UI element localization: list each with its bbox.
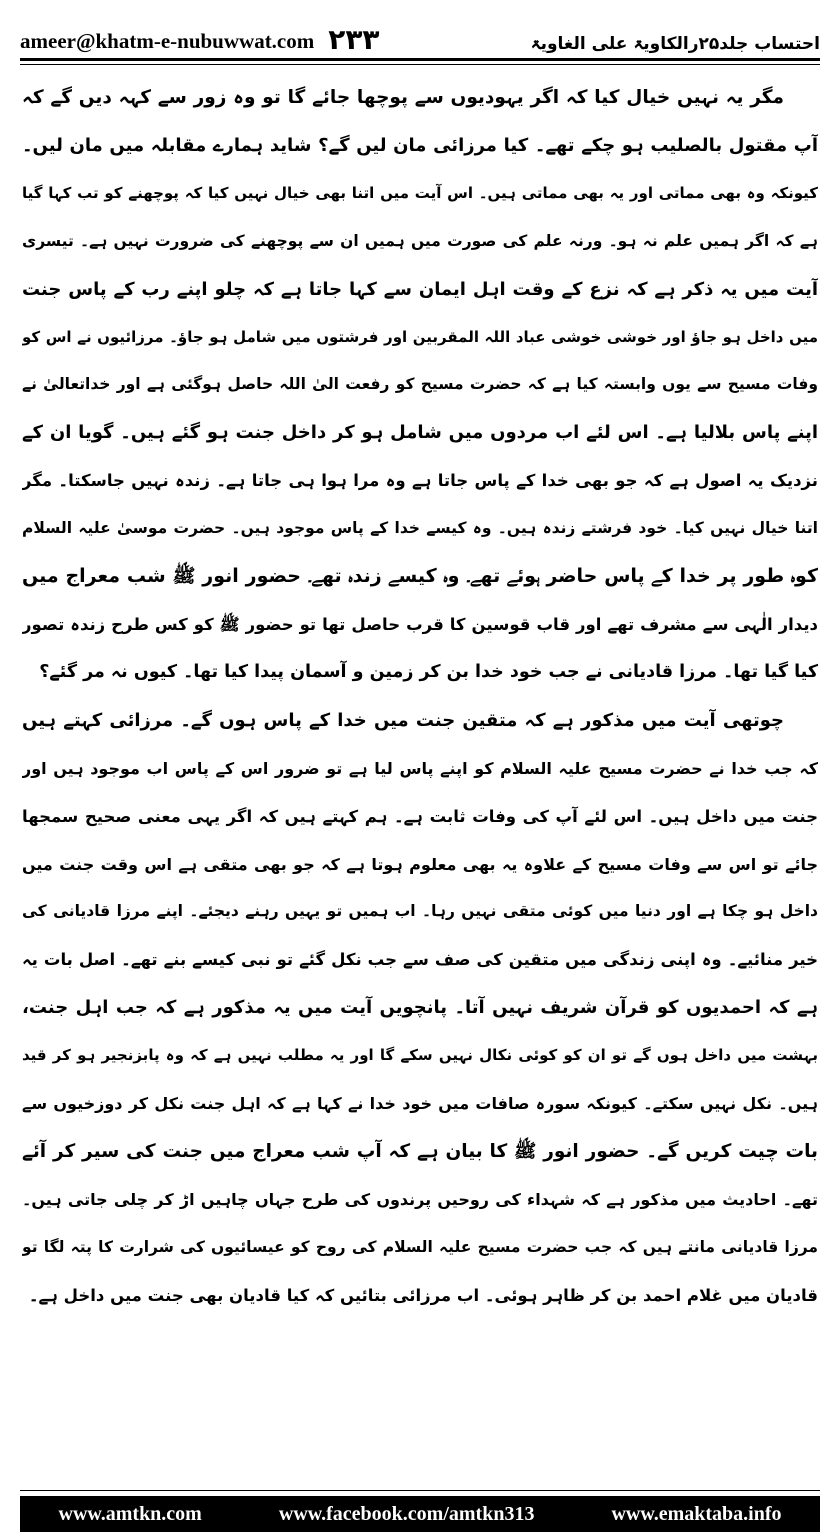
text-line: میں داخل ہو جاؤ اور خوشی خوشی عباد اللہ المقربین اور فرشتوں میں شامل ہو جاؤ۔ مرزائیوں نے اس کو — [22, 327, 818, 346]
text-line: جنت میں داخل ہیں۔ اس لئے آپ کی وفات ثابت ہے۔ ہم کہتے ہیں کہ اگر یہی معنی صحیح سمجھا — [22, 806, 818, 826]
text-line: ہے کہ اگر ہمیں علم نہ ہو۔ ورنہ علم کی صورت میں ہمیں ان سے پوچھنے کی ضرورت نہیں ہے۔ تیسری — [22, 231, 818, 250]
page-number: ۲۳۳ — [328, 23, 380, 56]
running-title: احتساب جلد۲۵رالکاویۃ علی الغاویۃ — [530, 34, 820, 54]
text-line: ہے کہ احمدیوں کو قرآن شریف نہیں آتا۔ پانچویں آیت میں یہ مذکور ہے کہ جب اہل جنت، — [22, 997, 818, 1019]
header-rule — [20, 58, 820, 65]
text-line: داخل ہو چکا ہے اور دنیا میں کوئی متقی نہیں رہا۔ اب ہمیں تو یہیں رہنے دیجئے۔ اپنے مرزا قادیانی کی — [22, 902, 818, 921]
text-line: بہشت میں داخل ہوں گے تو ان کو کوئی نکال نہیں سکے گا اور یہ مطلب نہیں ہے کہ وہ پابزنجیر ہو کر قید — [22, 1046, 818, 1065]
text-line: کیا گیا تھا۔ مرزا قادیانی نے جب خود خدا بن کر زمین و آسمان پیدا کیا تھا۔ کیوں نہ مر گئے؟ — [39, 661, 818, 682]
header-left — [20, 23, 380, 56]
text-line: وفات مسیح سے یوں وابستہ کیا ہے کہ حضرت مسیح کو رفعت الیٰ اللہ حاصل ہوگئی ہے اور خداتعالیٰ نے — [22, 375, 818, 394]
text-line: بات چیت کریں گے۔ حضور انور ﷺ کا بیان ہے کہ آپ شب معراج میں جنت کی سیر کر آئے — [22, 1140, 818, 1162]
text-line: کوہ طور پر خدا کے پاس حاضر ہوئے تھے۔ وہ کیسے زندہ تھے۔ حضور انور ﷺ شب معراج میں — [22, 565, 818, 588]
footer-rule — [20, 1490, 820, 1491]
text-line: خیر منائیے۔ وہ اپنی زندگی میں متقین کی صف سے جب نکل گئے تو نبی کیسے بنے تھے۔ اصل بات یہ — [22, 950, 818, 970]
text-line: مرزا قادیانی مانتے ہیں کہ جب حضرت مسیح علیہ السلام کی روح کو عیسائیوں کی شرارت کا پتہ لگا تو — [22, 1237, 818, 1256]
text-line: آیت میں یہ ذکر ہے کہ نزع کے وقت اہل ایمان سے کہا جاتا ہے کہ چلو اپنے رب کے پاس جنت — [22, 278, 818, 300]
text-line: کہ جب خدا نے حضرت مسیح علیہ السلام کو اپنے پاس لیا ہے تو ضرور اس کے پاس اب موجود ہیں اور — [22, 758, 818, 778]
text-line: چوتھی آیت میں مذکور ہے کہ متقین جنت میں خدا کے پاس ہوں گے۔ مرزائی کہتے ہیں — [22, 709, 784, 731]
text-line: قادیان میں غلام احمد بن کر ظاہر ہوئی۔ اب مرزائی بتائیں کہ کیا قادیان بھی جنت میں داخل ہے۔ — [28, 1285, 818, 1305]
page-header — [20, 14, 820, 54]
text-line: نزدیک یہ اصول ہے کہ جو بھی خدا کے پاس جاتا ہے وہ مرا ہوا ہی جاتا ہے۔ زندہ نہیں جاسکتا۔ مگر — [22, 471, 818, 491]
text-line: اتنا خیال نہیں کیا۔ خود فرشتے زندہ ہیں۔ وہ کیسے خدا کے پاس موجود ہیں۔ حضرت موسیٰ علیہ السلام — [22, 519, 818, 538]
footer-link-emaktaba[interactable]: www.emaktaba.info — [611, 1502, 782, 1525]
text-line: دیدار الٰہی سے مشرف تھے اور قاب قوسین کا قرب حاصل تھا تو حضور ﷺ کو کس طرح زندہ تصور — [22, 614, 818, 634]
text-line: جائے تو اس سے وفات مسیح کے علاوہ یہ بھی معلوم ہوتا ہے کہ جو بھی متقی ہے اس وقت جنت میں — [22, 854, 818, 874]
text-line: مگر یہ نہیں خیال کیا کہ اگر یہودیوں سے پوچھا جائے گا تو وہ زور سے کہہ دیں گے کہ — [22, 87, 784, 108]
text-line: کیونکہ وہ بھی مماتی اور یہ بھی مماتی ہیں۔ اس آیت میں اتنا بھی خیال نہیں کیا کہ پوچھنے کو تب کہا گیا — [22, 183, 818, 202]
text-line: تھے۔ احادیث میں مذکور ہے کہ شہداء کی روحیں پرندوں کی طرح جہاں چاہیں اڑ کر چلی جاتی ہیں۔ — [22, 1189, 818, 1209]
header-email[interactable]: ameer@khatm-e-nubuwwat.com — [20, 29, 315, 53]
text-line: ہیں۔ نکل نہیں سکتے۔ کیونکہ سورہ صافات میں خود خدا نے کہا ہے کہ اہل جنت نکل کر دوزخیوں سے — [22, 1094, 818, 1114]
footer-bar — [20, 1496, 820, 1532]
footer-link-amtkn[interactable]: www.amtkn.com — [58, 1502, 202, 1525]
body-text — [22, 74, 818, 1470]
footer-link-facebook[interactable]: www.facebook.com/amtkn313 — [278, 1502, 535, 1525]
text-line: آپ مقتول بالصلیب ہو چکے تھے۔ کیا مرزائی مان لیں گے؟ شاید ہمارے مقابلہ میں مان لیں۔ — [22, 134, 818, 156]
text-line: اپنے پاس بلالیا ہے۔ اس لئے اب مردوں میں شامل ہو کر داخل جنت ہو گئے ہیں۔ گویا ان کے — [22, 422, 818, 444]
